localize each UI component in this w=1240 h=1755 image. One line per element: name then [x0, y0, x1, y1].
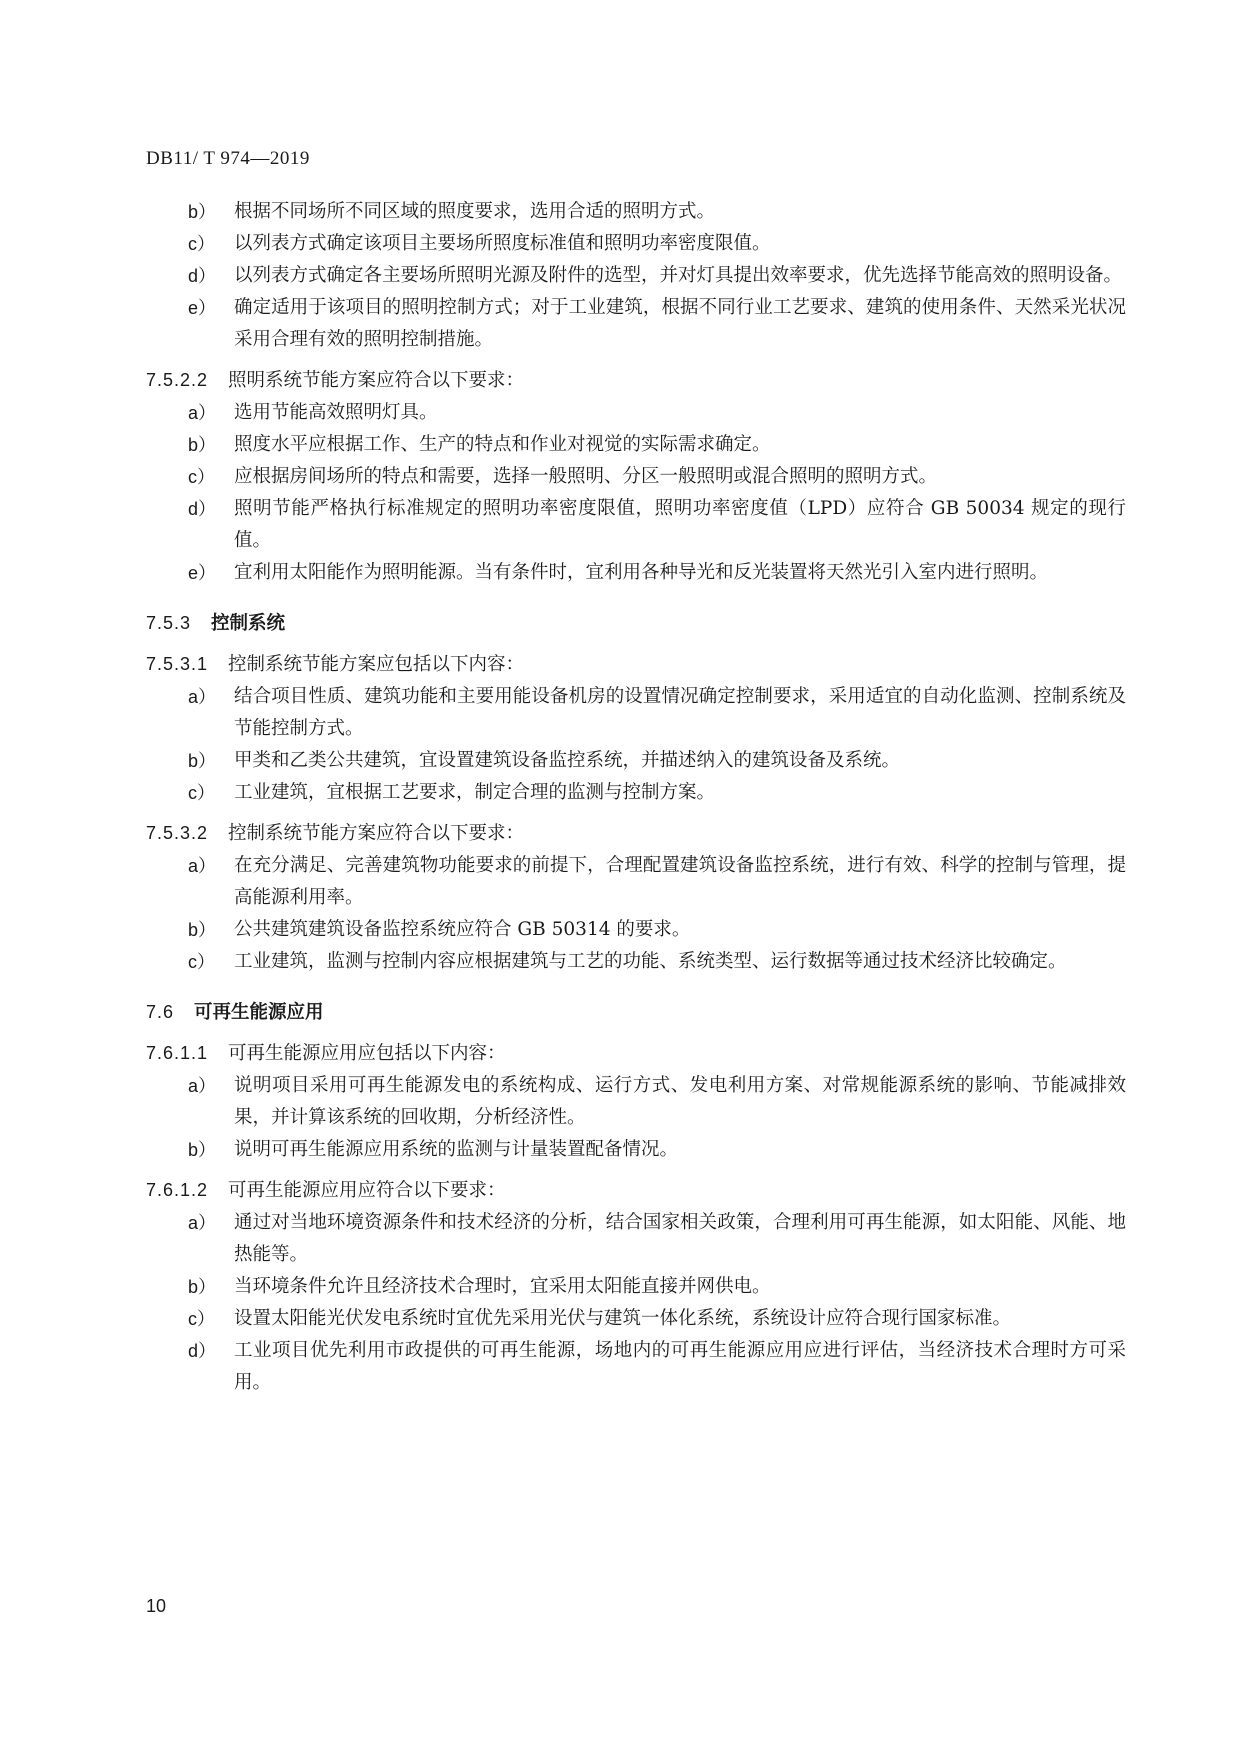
list-item-text: 甲类和乙类公共建筑，宜设置建筑设备监控系统，并描述纳入的建筑设备及系统。	[234, 750, 901, 771]
list-item-label: d）	[188, 266, 217, 286]
list-item	[146, 196, 1126, 228]
list-item-text: 工业项目优先利用市政提供的可再生能源，场地内的可再生能源应用应进行评估，当经济技术合理时方可采用。	[234, 1340, 1126, 1393]
section-heading	[146, 996, 1126, 1029]
list-item-text: 说明可再生能源应用系统的监测与计量装置配备情况。	[234, 1139, 679, 1160]
document-body	[146, 196, 1126, 1399]
clause-heading	[146, 817, 1126, 850]
clause-text: 可再生能源应用应符合以下要求：	[228, 1180, 506, 1201]
clause-heading	[146, 1037, 1126, 1070]
list-item	[146, 1271, 1126, 1303]
list-item	[146, 745, 1126, 777]
clause-heading	[146, 364, 1126, 397]
clause-heading	[146, 1174, 1126, 1207]
list-item-label: b）	[188, 1140, 217, 1160]
list-item-label: e）	[188, 298, 217, 318]
list-item-text: 根据不同场所不同区域的照度要求，选用合适的照明方式。	[234, 201, 716, 222]
list-item-label: b）	[188, 435, 217, 455]
list-item-label: a）	[188, 1213, 217, 1233]
list-item-label: b）	[188, 751, 217, 771]
list-item	[146, 429, 1126, 461]
list-item	[146, 777, 1126, 809]
list-item	[146, 260, 1126, 292]
list-item	[146, 1070, 1126, 1134]
list-item-label: d）	[188, 499, 217, 519]
clause-number: 7.6.1.2	[146, 1180, 209, 1200]
list-item-label: b）	[188, 202, 217, 222]
list-item-text: 照度水平应根据工作、生产的特点和作业对视觉的实际需求确定。	[234, 434, 771, 455]
list-item-text: 工业建筑，监测与控制内容应根据建筑与工艺的功能、系统类型、运行数据等通过技术经济比较确定。	[234, 951, 1067, 972]
list-item-label: a）	[188, 1076, 217, 1096]
list-item-label: c）	[188, 952, 215, 972]
list-item	[146, 914, 1126, 946]
clause-text: 控制系统节能方案应符合以下要求：	[228, 823, 525, 844]
clause-text: 可再生能源应用应包括以下内容：	[228, 1043, 506, 1064]
list-item-text: 确定适用于该项目的照明控制方式；对于工业建筑，根据不同行业工艺要求、建筑的使用条件、天然采光状况采用合理有效的照明控制措施。	[234, 297, 1126, 350]
list-item-text: 应根据房间场所的特点和需要，选择一般照明、分区一般照明或混合照明的照明方式。	[234, 466, 938, 487]
list-item-label: c）	[188, 467, 215, 487]
list-item-text: 结合项目性质、建筑功能和主要用能设备机房的设置情况确定控制要求，采用适宜的自动化监测、控制系统及节能控制方式。	[234, 686, 1126, 739]
list-item-text: 宜利用太阳能作为照明能源。当有条件时，宜利用各种导光和反光装置将天然光引入室内进行照明。	[234, 562, 1049, 583]
clause-number: 7.5.3	[146, 613, 192, 633]
clause-number: 7.6	[146, 1002, 175, 1022]
list-item-label: e）	[188, 563, 217, 583]
clause-number: 7.6.1.1	[146, 1043, 209, 1063]
list-item	[146, 850, 1126, 914]
list-item-text: 当环境条件允许且经济技术合理时，宜采用太阳能直接并网供电。	[234, 1276, 771, 1297]
list-item-label: b）	[188, 920, 217, 940]
list-item-label: b）	[188, 1277, 217, 1297]
list-item	[146, 1134, 1126, 1166]
list-item-text: 公共建筑建筑设备监控系统应符合 GB 50314 的要求。	[234, 919, 691, 940]
list-item	[146, 1207, 1126, 1271]
list-item-label: a）	[188, 403, 217, 423]
list-item	[146, 397, 1126, 429]
list-item-label: c）	[188, 234, 215, 254]
list-item-text: 在充分满足、完善建筑物功能要求的前提下，合理配置建筑设备监控系统，进行有效、科学的控制与管理，提高能源利用率。	[234, 855, 1126, 908]
list-item-label: d）	[188, 1341, 217, 1361]
list-item	[146, 228, 1126, 260]
list-item	[146, 493, 1126, 557]
clause-number: 7.5.3.1	[146, 654, 209, 674]
clause-text: 控制系统节能方案应包括以下内容：	[228, 654, 525, 675]
clause-text: 照明系统节能方案应符合以下要求：	[228, 370, 525, 391]
list-item-text: 选用节能高效照明灯具。	[234, 402, 438, 423]
clause-number: 7.5.2.2	[146, 370, 209, 390]
section-title: 控制系统	[211, 613, 286, 634]
list-item-label: c）	[188, 1309, 215, 1329]
list-item-text: 通过对当地环境资源条件和技术经济的分析，结合国家相关政策，合理利用可再生能源，如太阳能、风能、地热能等。	[234, 1212, 1126, 1265]
list-item	[146, 557, 1126, 589]
document-code: DB11/ T 974—2019	[146, 148, 310, 169]
list-item-label: c）	[188, 783, 215, 803]
section-heading	[146, 607, 1126, 640]
section-title: 可再生能源应用	[194, 1002, 324, 1023]
list-item-text: 以列表方式确定该项目主要场所照度标准值和照明功率密度限值。	[234, 233, 771, 254]
page-number: 10	[146, 1596, 167, 1616]
list-item	[146, 1303, 1126, 1335]
clause-number: 7.5.3.2	[146, 823, 209, 843]
list-item-label: a）	[188, 687, 217, 707]
list-item-label: a）	[188, 856, 217, 876]
list-item	[146, 1335, 1126, 1399]
list-item-text: 设置太阳能光伏发电系统时宜优先采用光伏与建筑一体化系统，系统设计应符合现行国家标准。	[234, 1308, 1012, 1329]
list-item-text: 照明节能严格执行标准规定的照明功率密度限值，照明功率密度值（LPD）应符合 GB 50034 规定的现行值。	[234, 498, 1126, 551]
list-item	[146, 292, 1126, 356]
list-item	[146, 461, 1126, 493]
list-item	[146, 946, 1126, 978]
clause-heading	[146, 648, 1126, 681]
list-item-text: 说明项目采用可再生能源发电的系统构成、运行方式、发电利用方案、对常规能源系统的影响、节能减排效果，并计算该系统的回收期，分析经济性。	[234, 1075, 1126, 1128]
list-item	[146, 681, 1126, 745]
list-item-text: 工业建筑，宜根据工艺要求，制定合理的监测与控制方案。	[234, 782, 716, 803]
list-item-text: 以列表方式确定各主要场所照明光源及附件的选型，并对灯具提出效率要求，优先选择节能高效的照明设备。	[234, 265, 1123, 286]
